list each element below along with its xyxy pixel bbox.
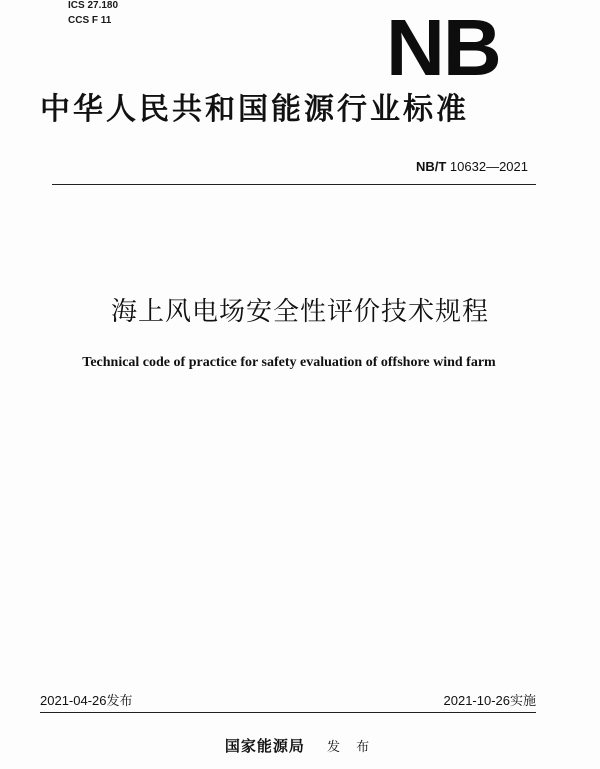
header-divider xyxy=(52,184,536,185)
standard-number xyxy=(416,159,528,175)
standard-number-value: 10632—2021 xyxy=(449,159,528,174)
standard-class-heading: 中华人民共和国能源行业标准 xyxy=(40,92,469,127)
issue-label: 发 布 xyxy=(326,740,376,755)
nb-logo: NB xyxy=(386,3,500,92)
issuer-line xyxy=(0,736,600,758)
standard-code: NB/T xyxy=(415,159,447,174)
document-title-english: Technical code of practice for safety evaluation of offshore wind farm xyxy=(82,355,496,370)
issuer-organization: 国家能源局 xyxy=(224,737,305,755)
ccs-code: CCS F 11 xyxy=(68,15,112,26)
implementation-date: 2021-10-26实施 xyxy=(443,693,536,708)
ics-code: ICS 27.180 xyxy=(68,0,119,11)
document-title-chinese: 海上风电场安全性评价技术规程 xyxy=(110,297,489,327)
footer-divider xyxy=(40,712,536,713)
issue-date: 2021-04-26发布 xyxy=(40,693,133,708)
